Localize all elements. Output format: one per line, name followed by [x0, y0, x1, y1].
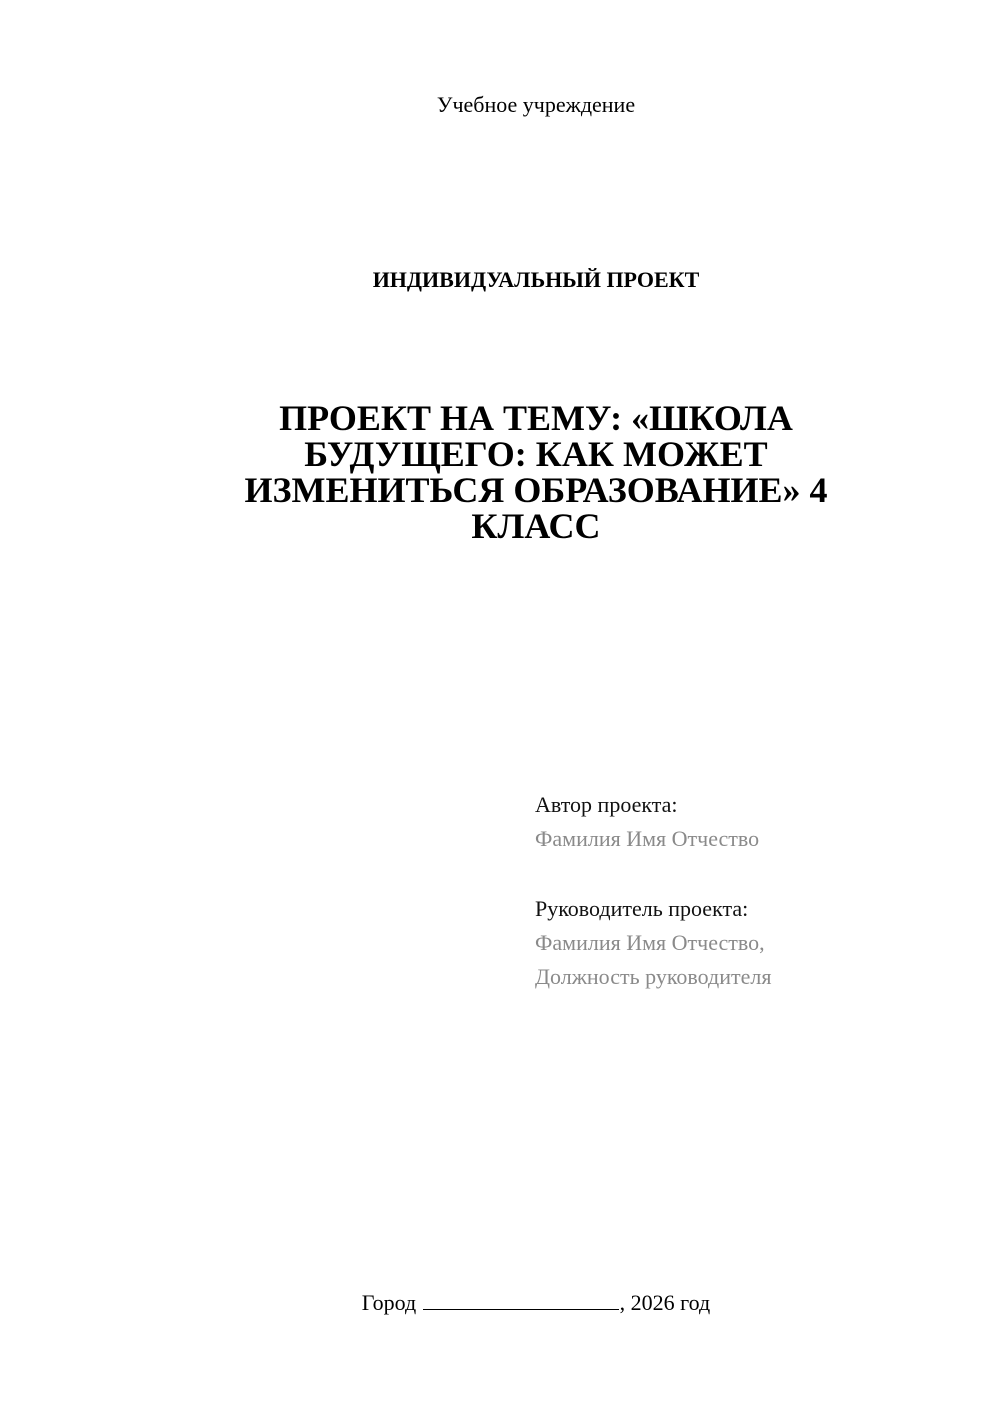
city-label: Город — [361, 1290, 417, 1315]
project-title-line: КЛАСС — [471, 506, 601, 546]
year-text: , 2026 год — [619, 1290, 711, 1315]
city-blank-underline — [423, 1291, 619, 1310]
project-title-line: ПРОЕКТ НА ТЕМУ: «ШКОЛА — [279, 398, 793, 438]
credits-block — [535, 788, 955, 994]
credits-spacer — [535, 856, 955, 892]
supervisor-position: Должность руководителя — [535, 964, 772, 989]
project-title-line: ИЗМЕНИТЬСЯ ОБРАЗОВАНИЕ» 4 — [244, 470, 828, 510]
author-name: Фамилия Имя Отчество — [535, 826, 760, 851]
city-year-line — [0, 1290, 1000, 1316]
project-title-line: БУДУЩЕГО: КАК МОЖЕТ — [304, 434, 768, 474]
project-kind-heading: ИНДИВИДУАЛЬНЫЙ ПРОЕКТ — [372, 267, 700, 292]
supervisor-label: Руководитель проекта: — [535, 896, 749, 921]
author-label: Автор проекта: — [535, 792, 678, 817]
institution-name: Учебное учреждение — [436, 92, 636, 117]
project-title — [200, 400, 872, 544]
supervisor-name: Фамилия Имя Отчество, — [535, 930, 765, 955]
